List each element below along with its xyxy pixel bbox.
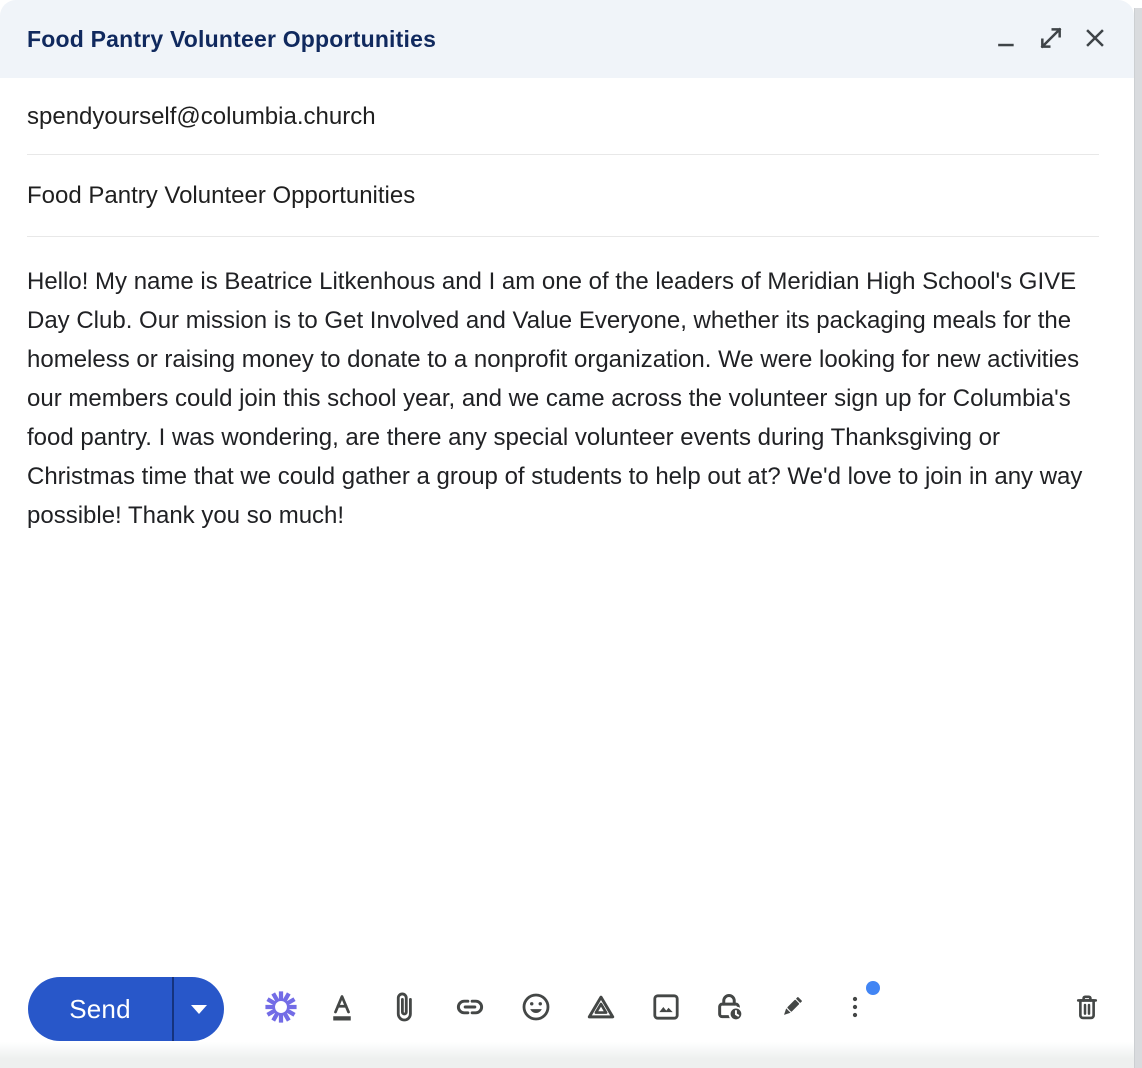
- insert-photo-button[interactable]: [643, 984, 689, 1030]
- emoji-smiley-icon: [520, 991, 552, 1023]
- insert-link-button[interactable]: [447, 984, 493, 1030]
- window-bottom-fade: [0, 1042, 1134, 1068]
- close-icon: [1082, 25, 1108, 54]
- close-button[interactable]: [1080, 24, 1110, 54]
- window-controls: [992, 0, 1110, 78]
- more-vert-icon: [840, 992, 870, 1022]
- subject-text: Food Pantry Volunteer Opportunities: [27, 182, 416, 209]
- send-button[interactable]: Send: [69, 993, 131, 1024]
- arrow-drop-down-icon: [191, 1005, 207, 1014]
- lock-clock-icon: [712, 990, 746, 1024]
- text-format-icon: [327, 992, 357, 1022]
- signature-pen-icon: [775, 991, 807, 1023]
- page-scrollbar-track[interactable]: [1134, 8, 1142, 1068]
- paperclip-icon: [388, 991, 420, 1023]
- trash-icon: [1072, 992, 1102, 1022]
- insert-from-drive-button[interactable]: [578, 984, 624, 1030]
- message-body-editor[interactable]: Hello! My name is Beatrice Litkenhous and I am one of the leaders of Meridian High School's GIVE Day Club. Our mission is to Get Involved and Value Everyone, whether its packaging meals for the homeless or raising money to donate to a nonprofit organization. We were looking for new activities our members could join this school year, and we came across the volunteer sign up for Columbia's food pantry. I was wondering, are there any special volunteer events during Thanksgiving or Christmas time that we could gather a group of students to help out at? We'd love to join in any way possible! Thank you so much!: [27, 268, 1083, 529]
- open-in-full-icon: [1038, 25, 1064, 54]
- image-icon: [650, 991, 682, 1023]
- recipient-address: spendyourself@columbia.church: [27, 102, 376, 130]
- formatting-options-button[interactable]: [319, 984, 365, 1030]
- notification-dot: [866, 981, 880, 995]
- attach-files-button[interactable]: [381, 984, 427, 1030]
- confidential-mode-button[interactable]: [706, 984, 752, 1030]
- insert-signature-button[interactable]: [768, 984, 814, 1030]
- divider: [27, 236, 1099, 237]
- drive-triangle-icon: [585, 991, 617, 1023]
- minimize-button[interactable]: [992, 24, 1022, 54]
- popout-button[interactable]: [1036, 24, 1066, 54]
- send-split-button[interactable]: [28, 977, 224, 1041]
- gemini-pinwheel-icon: [264, 990, 298, 1024]
- insert-emoji-button[interactable]: [513, 984, 559, 1030]
- link-icon: [453, 990, 487, 1024]
- compose-window-title: Food Pantry Volunteer Opportunities: [27, 26, 437, 52]
- compose-header: [0, 0, 1134, 78]
- minimize-icon: [994, 25, 1020, 54]
- subject-field[interactable]: [0, 155, 1126, 237]
- recipients-field[interactable]: [0, 78, 1126, 155]
- help-me-write-button[interactable]: [258, 984, 304, 1030]
- discard-draft-button[interactable]: [1064, 984, 1110, 1030]
